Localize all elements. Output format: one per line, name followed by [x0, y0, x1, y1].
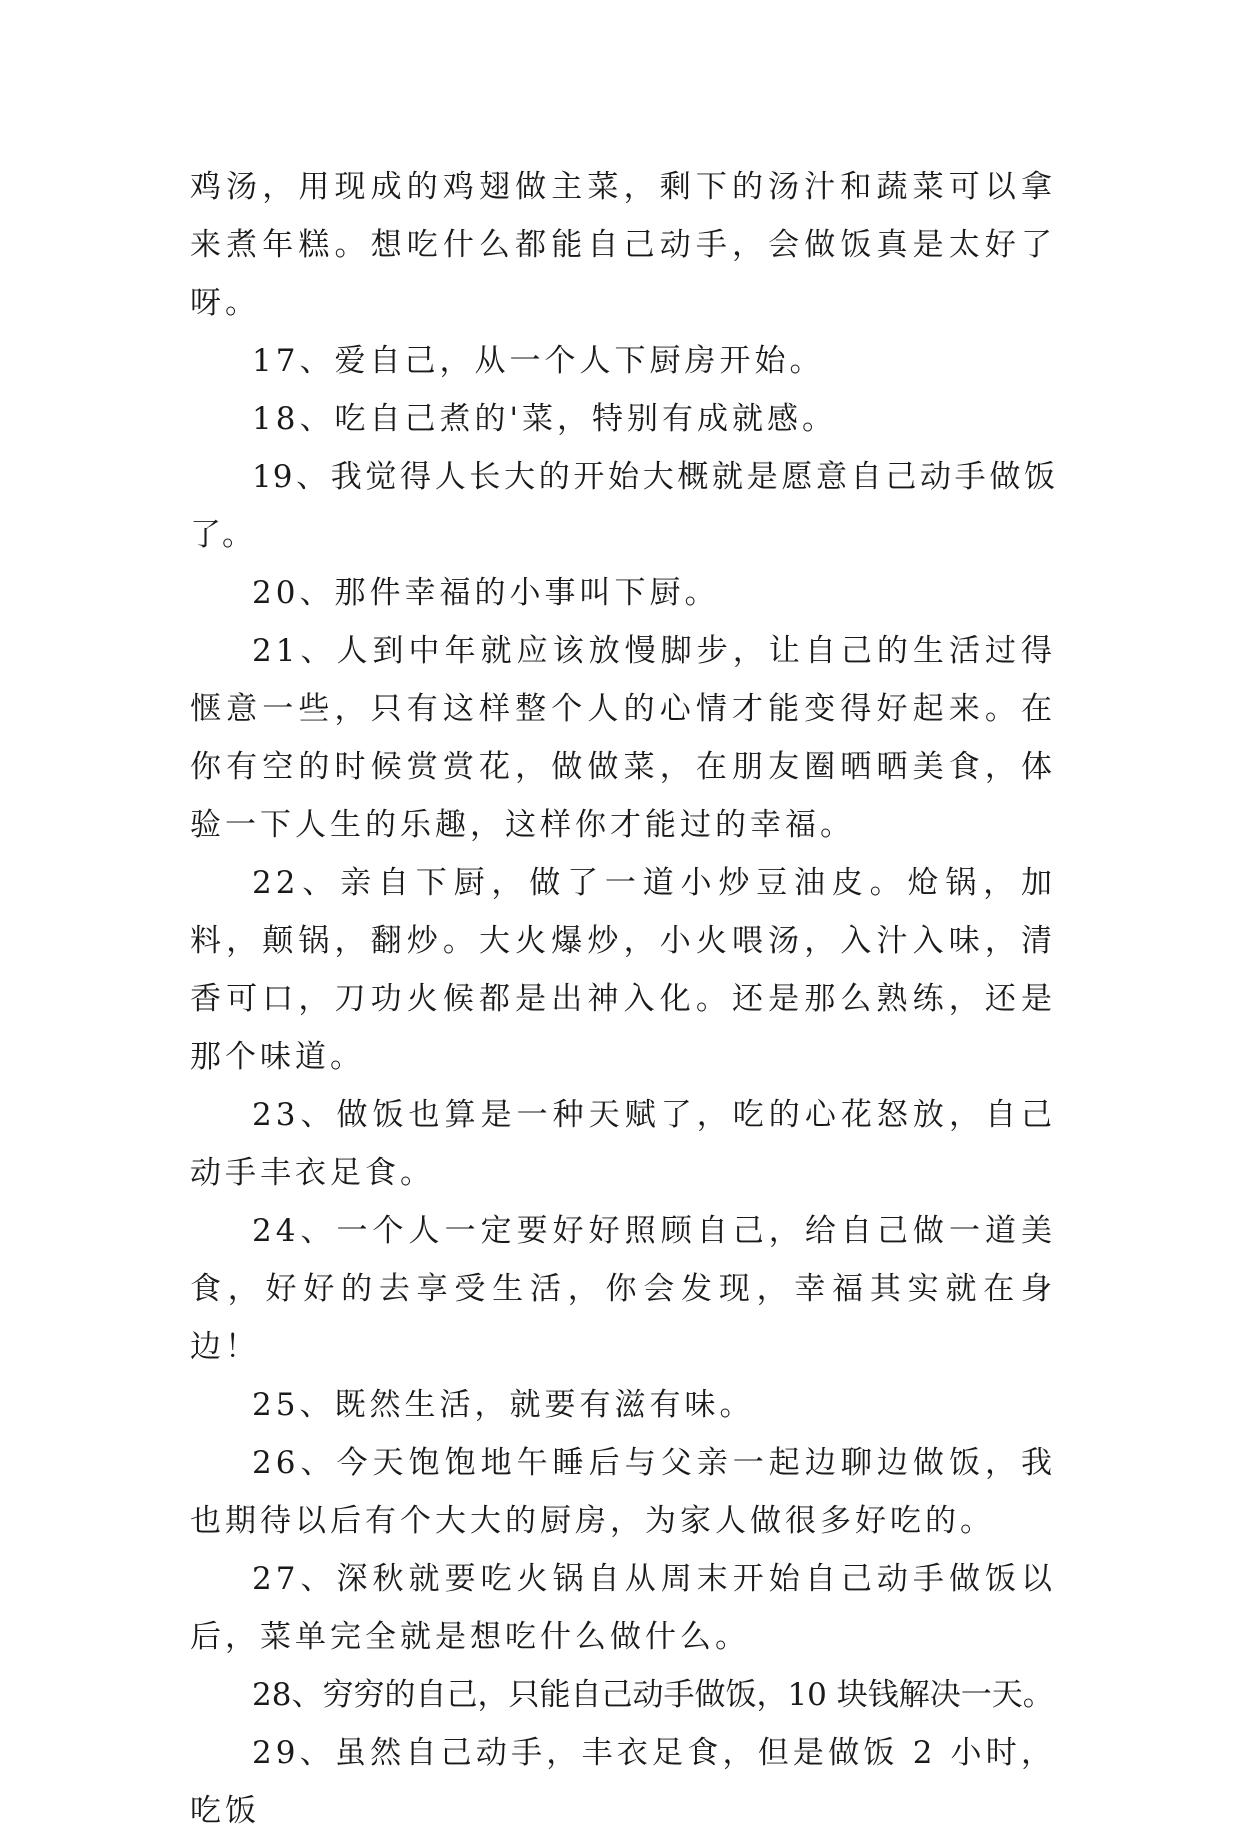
document-body — [190, 158, 1056, 1840]
paragraph-item-28: 28、穷穷的自己，只能自己动手做饭，10 块钱解决一天。 — [252, 1677, 1054, 1713]
paragraph-item-19: 19、我觉得人长大的开始大概就是愿意自己动手做饭了。 — [190, 459, 1056, 553]
paragraph-item-17: 17、爱自己，从一个人下厨房开始。 — [252, 343, 825, 379]
paragraph-item-18: 18、吃自己煮的'菜，特别有成就感。 — [252, 401, 837, 437]
paragraph-item-22: 22、亲自下厨，做了一道小炒豆油皮。炝锅，加料，颠锅，翻炒。大火爆炒，小火喂汤，入汁入味，清香可口，刀功火候都是出神入化。还是那么熟练，还是那个味道。 — [190, 865, 1056, 1075]
paragraph-item-29: 29、虽然自己动手，丰衣足食，但是做饭 2 小时，吃饭 — [190, 1735, 1056, 1829]
paragraph-item-23: 23、做饭也算是一种天赋了，吃的心花怒放，自己动手丰衣足食。 — [190, 1097, 1056, 1191]
paragraph-item-26: 26、今天饱饱地午睡后与父亲一起边聊边做饭，我也期待以后有个大大的厨房，为家人做很多好吃的。 — [190, 1445, 1056, 1539]
paragraph-item-20: 20、那件幸福的小事叫下厨。 — [252, 575, 720, 611]
paragraph-item-27: 27、深秋就要吃火锅自从周末开始自己动手做饭以后，菜单完全就是想吃什么做什么。 — [190, 1561, 1056, 1655]
paragraph-continuation: 鸡汤，用现成的鸡翅做主菜，剩下的汤汁和蔬菜可以拿来煮年糕。想吃什么都能自己动手，会做饭真是太好了呀。 — [190, 169, 1056, 321]
paragraph-item-25: 25、既然生活，就要有滋有味。 — [252, 1387, 755, 1423]
paragraph-item-21: 21、人到中年就应该放慢脚步，让自己的生活过得惬意一些，只有这样整个人的心情才能变得好起来。在你有空的时候赏赏花，做做菜，在朋友圈晒晒美食，体验一下人生的乐趣，这样你才能过的幸福。 — [190, 633, 1056, 843]
paragraph-item-24: 24、一个人一定要好好照顾自己，给自己做一道美食，好好的去享受生活，你会发现，幸福其实就在身边！ — [190, 1213, 1056, 1365]
